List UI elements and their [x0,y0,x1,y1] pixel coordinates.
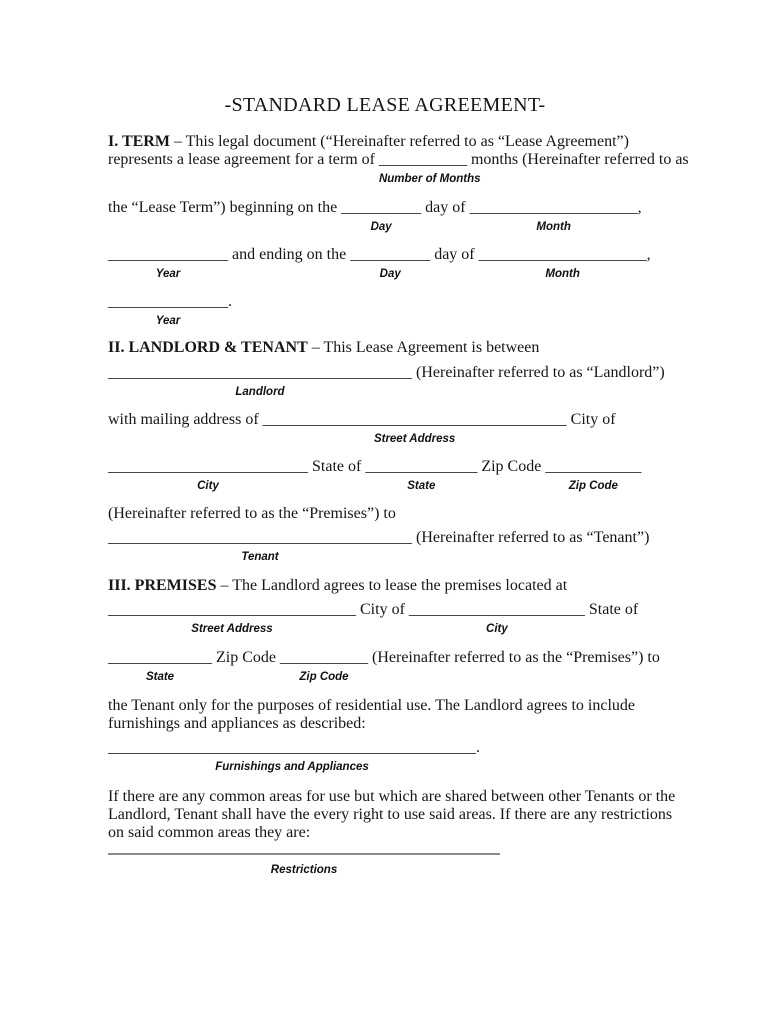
landlord-city-blank[interactable]: _________________________ [108,458,308,475]
common-areas-line-2 [108,806,672,824]
term-final-year-line [108,293,232,327]
premises-section-heading: III. PREMISES [108,577,217,594]
end-year-blank[interactable]: _______________ [108,246,228,263]
premises-state-blank[interactable]: _____________ [108,649,212,666]
text-run: – The Landlord agrees to lease the premises located at [216,577,568,594]
premises-to-line [108,505,396,523]
mailing-address-line [108,411,616,445]
begin-month-blank[interactable]: _____________________ [469,199,638,216]
landlord-zip-field [545,458,642,492]
text-run: City of [356,601,409,618]
tenant-blank[interactable]: ______________________________________ [108,529,412,546]
residential-use-line-2 [108,715,366,733]
landlord-street-field [262,411,567,445]
landlord-field-label: Landlord [235,386,285,398]
text-run: on said common areas they are: [108,824,311,841]
furnishings-blank[interactable]: ______________________________________________ [108,739,476,756]
text-run: Landlord, Tenant shall have the every right to use said areas. If there are any restrictions [108,806,673,823]
premises-state-field-label: State [145,671,175,683]
begin-month-field-label: Month [536,221,571,233]
common-areas-line-3 [108,824,310,842]
landlord-tenant-section-heading: II. LANDLORD & TENANT [108,339,308,356]
term-section-heading: I. TERM [108,133,170,150]
begin-day-field-label: Day [370,221,392,233]
premises-city-blank[interactable]: ______________________ [408,601,585,618]
landlord-zip-blank[interactable]: ____________ [545,458,642,475]
text-run: (Hereinafter referred to as “Tenant”) [412,529,650,546]
premises-city-field [408,601,585,635]
common-areas-line-1 [108,788,675,806]
premises-street-city-line [108,601,639,635]
text-run: . [476,739,480,756]
furnishings-field [108,739,476,773]
premises-intro-line [108,577,567,595]
end-day-field [350,246,431,280]
premises-street-field [108,601,356,635]
begin-day-blank[interactable]: __________ [341,199,422,216]
landlord-city-field-label: City [197,480,219,492]
text-run: and ending on the [228,246,351,263]
term-end-line [108,246,651,280]
premises-zip-field [280,649,368,683]
text-run: (Hereinafter referred to as the “Premises”) to [368,649,660,666]
term-intro-line [108,133,629,151]
text-run: , [646,246,651,263]
landlord-city-field [108,458,308,492]
premises-street-blank[interactable]: _______________________________ [108,601,356,618]
restrictions-field-label: Restrictions [270,864,338,876]
final-year-blank[interactable]: _______________ [108,293,228,310]
landlord-field [108,364,412,398]
begin-month-field [469,199,638,233]
landlord-blank[interactable]: ______________________________________ [108,364,412,381]
text-run: . [228,293,232,310]
document-title: -STANDARD LEASE AGREEMENT- [224,94,546,116]
text-run: State of [308,458,366,475]
furnishings-line [108,739,480,773]
text-run: day of [421,199,470,216]
final-year-field [108,293,228,327]
end-year-field-label: Year [155,268,181,280]
text-run: furnishings and appliances as described: [108,715,366,732]
landlord-tenant-intro-line [108,339,539,357]
restrictions-field [108,853,500,877]
text-run: Zip Code [477,458,546,475]
text-run: the Tenant only for the purposes of residential use. The Landlord agrees to include [108,697,636,714]
premises-city-field-label: City [486,623,508,635]
text-run: the “Lease Term”) beginning on the [108,199,342,216]
text-run: months (Hereinafter referred to as [466,151,689,168]
tenant-name-line [108,529,650,563]
premises-state-zip-line [108,649,660,683]
landlord-state-blank[interactable]: ______________ [365,458,478,475]
premises-street-field-label: Street Address [191,623,273,635]
text-run: , [637,199,642,216]
end-month-field-label: Month [545,268,580,280]
premises-zip-field-label: Zip Code [299,671,349,683]
end-day-blank[interactable]: __________ [350,246,431,263]
begin-day-field [341,199,422,233]
text-run: City of [566,411,616,428]
text-run: (Hereinafter referred to as “Landlord”) [412,364,665,381]
text-run: (Hereinafter referred to as the “Premises”) to [108,505,396,522]
tenant-field [108,529,412,563]
premises-zip-blank[interactable]: ___________ [280,649,368,666]
final-year-field-label: Year [155,315,181,327]
text-run: – This Lease Agreement is between [307,339,540,356]
landlord-street-blank[interactable]: ______________________________________ [262,411,567,428]
end-month-field [478,246,647,280]
end-year-field [108,246,228,280]
restrictions-blank[interactable] [108,853,500,855]
residential-use-line-1 [108,697,635,715]
months-field [378,151,481,185]
end-month-blank[interactable]: _____________________ [478,246,647,263]
term-months-line [108,151,689,185]
text-run: represents a lease agreement for a term of [108,151,379,168]
text-run: State of [584,601,639,618]
end-day-field-label: Day [379,268,401,280]
premises-state-field [108,649,212,683]
landlord-state-field [365,458,478,492]
text-run: with mailing address of [108,411,263,428]
landlord-city-state-zip-line [108,458,642,492]
furnishings-field-label: Furnishings and Appliances [215,761,369,773]
tenant-field-label: Tenant [241,551,279,563]
text-run: – This legal document (“Hereinafter referred to as “Lease Agreement”) [169,133,629,150]
landlord-name-line [108,364,665,398]
text-run: day of [430,246,479,263]
landlord-state-field-label: State [407,480,436,492]
term-begin-line [108,199,642,233]
text-run: If there are any common areas for use but which are shared between other Tenants or the [108,788,676,805]
landlord-zip-field-label: Zip Code [568,480,618,492]
months-blank[interactable]: ___________ [378,151,467,168]
months-field-label: Number of Months [378,173,481,185]
landlord-street-field-label: Street Address [373,433,456,445]
text-run: Zip Code [212,649,280,666]
